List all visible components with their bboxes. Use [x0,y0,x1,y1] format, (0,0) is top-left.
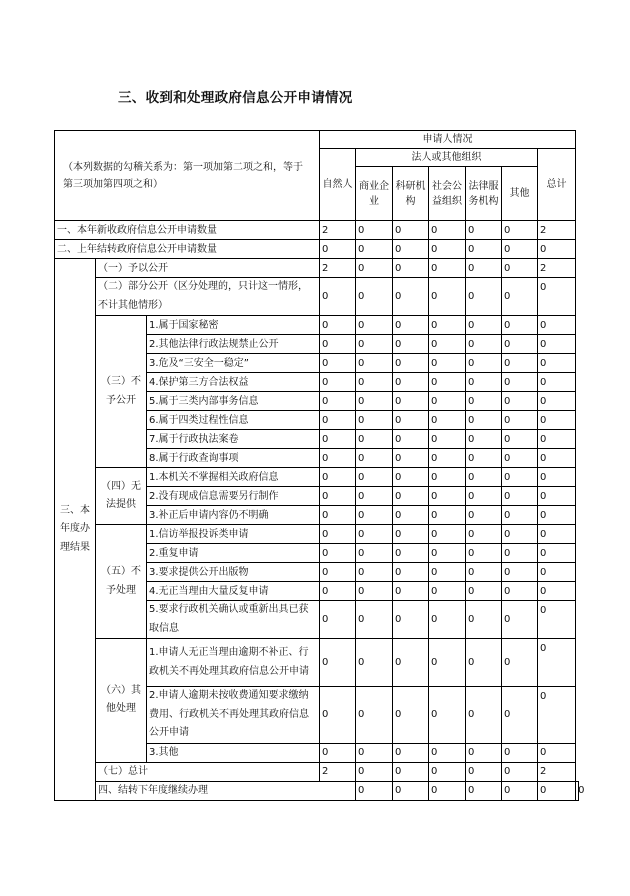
table-cell: 0 [356,487,393,506]
table-cell: 0 [429,762,466,781]
table-cell: 0 [356,316,393,335]
row-label: 2.重复申请 [147,544,320,563]
table-cell: 0 [502,544,538,563]
table-cell: 0 [356,335,393,354]
table-cell: 0 [502,487,538,506]
table-row [55,259,579,278]
table-cell: 0 [320,449,356,468]
table-cell: 0 [466,468,502,487]
table-row [55,762,579,781]
table-cell: 0 [429,240,466,259]
table-cell: 0 [502,430,538,449]
table-cell: 0 [393,487,429,506]
row-label: 一、本年新收政府信息公开申请数量 [55,221,320,240]
table-cell: 0 [393,639,429,687]
row-label: （一）予以公开 [96,259,320,278]
table-cell: 0 [356,687,393,744]
table-cell: 0 [466,506,502,525]
table-cell: 0 [538,639,576,687]
table-cell: 0 [538,316,576,335]
table-cell: 0 [429,449,466,468]
row-label: 5.属于三类内部事务信息 [147,392,320,411]
table-cell: 0 [466,563,502,582]
table-cell: 0 [502,449,538,468]
table-cell: 0 [320,392,356,411]
table-cell: 0 [466,582,502,601]
table-cell: 0 [356,278,393,316]
table-cell: 0 [393,430,429,449]
table-cell: 0 [356,525,393,544]
table-cell: 0 [538,278,576,316]
header-legal-entity: 法人或其他组织 [356,149,538,167]
table-cell: 0 [466,639,502,687]
row-label: 4.保护第三方合法权益 [147,373,320,392]
table-cell: 0 [320,335,356,354]
table-cell: 0 [320,582,356,601]
table-cell: 0 [538,743,576,762]
table-cell: 0 [356,601,393,639]
table-cell: 0 [356,781,393,800]
table-cell: 0 [538,430,576,449]
table-cell: 0 [538,582,576,601]
table-cell: 0 [502,278,538,316]
table-cell: 0 [356,506,393,525]
row-label: （二）部分公开（区分处理的，只计这一情形，不计其他情形） [96,278,320,316]
table-cell: 0 [502,221,538,240]
table-cell: 0 [356,354,393,373]
table-cell: 0 [466,354,502,373]
table-cell: 0 [502,240,538,259]
row-label: 1.本机关不掌握相关政府信息 [147,468,320,487]
table-cell: 0 [502,335,538,354]
row-label: 2.没有现成信息需要另行制作 [147,487,320,506]
group-cannot-provide: （四）无法提供 [96,468,147,525]
table-cell: 0 [466,601,502,639]
table-cell: 0 [320,411,356,430]
group-other-processing: （六）其他处理 [96,639,147,763]
table-cell: 0 [429,687,466,744]
table-cell: 0 [429,506,466,525]
table-cell: 0 [320,563,356,582]
row-label: 四、结转下年度继续办理 [96,781,356,800]
header-legal-service: 法律服务机构 [466,167,502,221]
table-cell: 0 [393,563,429,582]
table-cell: 0 [466,781,502,800]
table-cell: 0 [466,411,502,430]
table-cell: 0 [538,687,576,744]
table-cell: 0 [502,411,538,430]
table-cell: 2 [320,259,356,278]
table-cell: 0 [429,221,466,240]
table-cell: 0 [538,240,576,259]
table-cell: 0 [429,316,466,335]
statistics-table [54,130,585,801]
table-cell: 0 [502,781,538,800]
table-cell: 0 [356,240,393,259]
table-cell: 0 [429,373,466,392]
table-cell: 0 [538,354,576,373]
table-cell: 0 [538,392,576,411]
table-cell: 0 [429,411,466,430]
table-cell: 0 [429,582,466,601]
row-label: 4.无正当理由大量反复申请 [147,582,320,601]
table-cell: 0 [356,582,393,601]
table-cell: 0 [538,373,576,392]
table-cell: 0 [320,487,356,506]
table-cell: 0 [393,449,429,468]
table-cell: 0 [538,335,576,354]
header-research: 科研机构 [393,167,429,221]
row-label: 2.其他法律行政法规禁止公开 [147,335,320,354]
table-cell: 2 [320,221,356,240]
table-cell: 0 [320,430,356,449]
table-cell: 0 [393,373,429,392]
table-cell: 0 [429,743,466,762]
table-cell: 0 [538,544,576,563]
table-cell: 0 [356,563,393,582]
table-cell: 0 [393,392,429,411]
table-cell: 0 [538,601,576,639]
table-cell: 0 [393,582,429,601]
table-cell: 0 [320,601,356,639]
table-note: （本列数据的勾稽关系为：第一项加第二项之和，等于第三项加第四项之和） [55,131,320,221]
table-cell: 0 [502,762,538,781]
table-cell: 0 [320,544,356,563]
table-cell: 2 [538,259,576,278]
table-cell: 0 [538,449,576,468]
table-row [55,525,579,544]
table-cell: 0 [320,743,356,762]
table-cell: 0 [429,601,466,639]
table-cell: 0 [320,506,356,525]
row-label: （七）总计 [96,762,320,781]
table-row [55,781,579,800]
table-row [55,240,579,259]
table-cell: 0 [356,392,393,411]
table-cell: 0 [320,278,356,316]
row-label: 二、上年结转政府信息公开申请数量 [55,240,320,259]
table-cell: 0 [356,430,393,449]
table-cell: 0 [429,335,466,354]
table-cell: 0 [356,373,393,392]
table-cell: 0 [393,506,429,525]
table-cell: 0 [538,506,576,525]
table-row [55,221,579,240]
table-cell: 0 [320,316,356,335]
table-cell: 0 [502,468,538,487]
row-label: 5.要求行政机关确认或重新出具已获取信息 [147,601,320,639]
table-cell: 0 [356,544,393,563]
table-cell: 0 [466,335,502,354]
table-cell: 0 [429,468,466,487]
table-cell: 0 [502,392,538,411]
table-cell: 0 [466,221,502,240]
table-cell: 0 [466,762,502,781]
header-natural-person: 自然人 [320,149,356,221]
table-cell: 0 [466,392,502,411]
group-not-processed: （五）不予处理 [96,525,147,639]
row-label: 2.申请人逾期未按收费通知要求缴纳费用、行政机关不再处理其政府信息公开申请 [147,687,320,744]
table-cell: 0 [393,781,429,800]
row-label: 1.信访举报投诉类申请 [147,525,320,544]
table-cell: 0 [466,316,502,335]
row-label: 1.申请人无正当理由逾期不补正、行政机关不再处理其政府信息公开申请 [147,639,320,687]
row-label: 6.属于四类过程性信息 [147,411,320,430]
table-cell: 0 [356,221,393,240]
table-cell: 0 [538,468,576,487]
table-cell: 0 [320,240,356,259]
row-label: 1.属于国家秘密 [147,316,320,335]
table-row [55,468,579,487]
table-cell: 0 [393,240,429,259]
table-cell: 0 [502,354,538,373]
table-cell: 0 [466,240,502,259]
table-cell: 0 [393,687,429,744]
table-row [55,316,579,335]
table-cell: 0 [320,373,356,392]
page-title: 三、收到和处理政府信息公开申请情况 [118,90,353,106]
table-cell: 0 [393,335,429,354]
table-cell: 0 [429,278,466,316]
table-cell: 0 [356,411,393,430]
table-cell: 0 [429,563,466,582]
table-cell: 0 [502,563,538,582]
table-cell: 0 [393,544,429,563]
header-other: 其他 [502,167,538,221]
table-cell: 0 [502,687,538,744]
header-commercial: 商业企业 [356,167,393,221]
row-label: 3.危及“三安全一稳定” [147,354,320,373]
table-cell: 0 [538,525,576,544]
table-cell: 0 [356,743,393,762]
table-cell: 0 [466,487,502,506]
table-cell: 0 [393,525,429,544]
table-cell: 0 [393,278,429,316]
table-cell: 2 [538,221,576,240]
group-annual-results: 三、本年度办理结果 [55,259,96,801]
table-cell: 0 [466,687,502,744]
table-cell: 0 [429,487,466,506]
table-cell: 0 [466,430,502,449]
header-social: 社会公益组织 [429,167,466,221]
row-label: 3.补正后申请内容仍不明确 [147,506,320,525]
table-cell: 0 [429,544,466,563]
table-cell: 0 [393,468,429,487]
table-cell: 0 [429,639,466,687]
table-cell: 0 [393,762,429,781]
table-cell: 0 [429,259,466,278]
table-cell: 0 [429,430,466,449]
table-cell: 0 [576,781,579,800]
row-label: 3.要求提供公开出版物 [147,563,320,582]
table-cell: 0 [502,373,538,392]
table-row [55,278,579,316]
table-row [55,639,579,687]
table-cell: 0 [393,601,429,639]
table-cell: 0 [538,781,576,800]
table-cell: 0 [356,259,393,278]
table-cell: 0 [466,525,502,544]
table-cell: 0 [502,582,538,601]
table-cell: 0 [538,563,576,582]
table-cell: 0 [429,392,466,411]
table-cell: 2 [538,762,576,781]
table-cell: 0 [466,278,502,316]
table-cell: 0 [502,259,538,278]
row-label: 7.属于行政执法案卷 [147,430,320,449]
table-cell: 0 [356,449,393,468]
table-cell: 2 [320,762,356,781]
row-label: 8.属于行政查询事项 [147,449,320,468]
table-cell: 0 [393,316,429,335]
table-cell: 0 [320,687,356,744]
table-cell: 0 [429,781,466,800]
table-cell: 0 [502,525,538,544]
table-cell: 0 [502,639,538,687]
table-cell: 0 [538,411,576,430]
table-cell: 0 [466,259,502,278]
table-cell: 0 [393,221,429,240]
table-cell: 0 [356,762,393,781]
table-cell: 0 [320,525,356,544]
table-cell: 0 [393,743,429,762]
table-cell: 0 [320,354,356,373]
table-cell: 0 [393,259,429,278]
table-cell: 0 [320,468,356,487]
table-cell: 0 [502,506,538,525]
table-cell: 0 [356,468,393,487]
table-cell: 0 [502,743,538,762]
table-cell: 0 [502,316,538,335]
table-cell: 0 [538,487,576,506]
table-cell: 0 [429,354,466,373]
group-not-disclosed: （三）不予公开 [96,316,147,468]
table-cell: 0 [466,544,502,563]
table-cell: 0 [466,373,502,392]
table-cell: 0 [393,354,429,373]
header-applicant: 申请人情况 [320,131,576,149]
table-cell: 0 [320,639,356,687]
table-cell: 0 [429,525,466,544]
table-cell: 0 [466,743,502,762]
row-label: 3.其他 [147,743,320,762]
header-total: 总计 [538,149,576,221]
table-cell: 0 [356,639,393,687]
table-cell: 0 [393,411,429,430]
table-cell: 0 [466,449,502,468]
table-cell: 0 [502,601,538,639]
